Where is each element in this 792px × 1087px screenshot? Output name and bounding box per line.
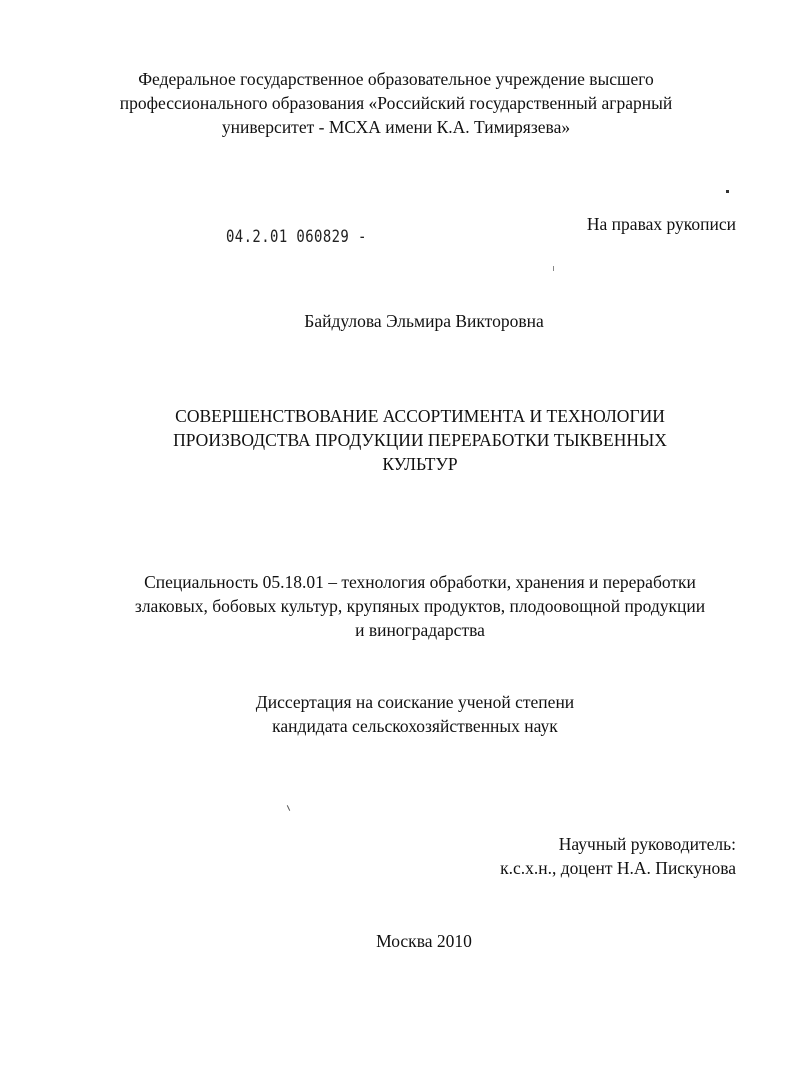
city-year: Москва 2010 bbox=[376, 931, 472, 951]
author-name: Байдулова Эльмира Викторовна bbox=[304, 311, 544, 331]
scan-speck bbox=[287, 805, 290, 811]
title-line-1: СОВЕРШЕНСТВОВАНИЕ АССОРТИМЕНТА И ТЕХНОЛОГИИ bbox=[175, 406, 665, 426]
specialty-line-3: и виноградарства bbox=[355, 620, 485, 640]
registration-stamp: 04.2.01 060829 - bbox=[226, 227, 367, 247]
institution-header bbox=[96, 67, 696, 139]
supervisor-label: Научный руководитель: bbox=[558, 834, 736, 854]
title-line-3: КУЛЬТУР bbox=[382, 454, 458, 474]
dissertation-title bbox=[100, 404, 740, 476]
institution-line-1: Федеральное государственное образовательное учреждение высшего bbox=[138, 69, 654, 89]
degree-line-2: кандидата сельскохозяйственных наук bbox=[272, 716, 558, 736]
institution-line-2: профессионального образования «Российский государственный аграрный bbox=[119, 93, 673, 113]
specialty-line-1: Специальность 05.18.01 – технология обработки, хранения и переработки bbox=[144, 572, 696, 592]
scan-speck bbox=[553, 266, 554, 271]
degree bbox=[230, 690, 600, 738]
title-line-2: ПРОИЗВОДСТВА ПРОДУКЦИИ ПЕРЕРАБОТКИ ТЫКВЕННЫХ bbox=[173, 430, 667, 450]
supervisor-name: к.с.х.н., доцент Н.А. Пискунова bbox=[500, 858, 736, 878]
specialty-line-2: злаковых, бобовых культур, крупяных продуктов, плодоовощной продукции bbox=[134, 596, 706, 616]
specialty bbox=[80, 570, 760, 642]
degree-line-1: Диссертация на соискание ученой степени bbox=[255, 692, 575, 712]
institution-line-3: университет - МСХА имени К.А. Тимирязева» bbox=[221, 117, 571, 137]
manuscript-rights: На правах рукописи bbox=[586, 214, 736, 234]
scan-speck bbox=[726, 190, 729, 193]
